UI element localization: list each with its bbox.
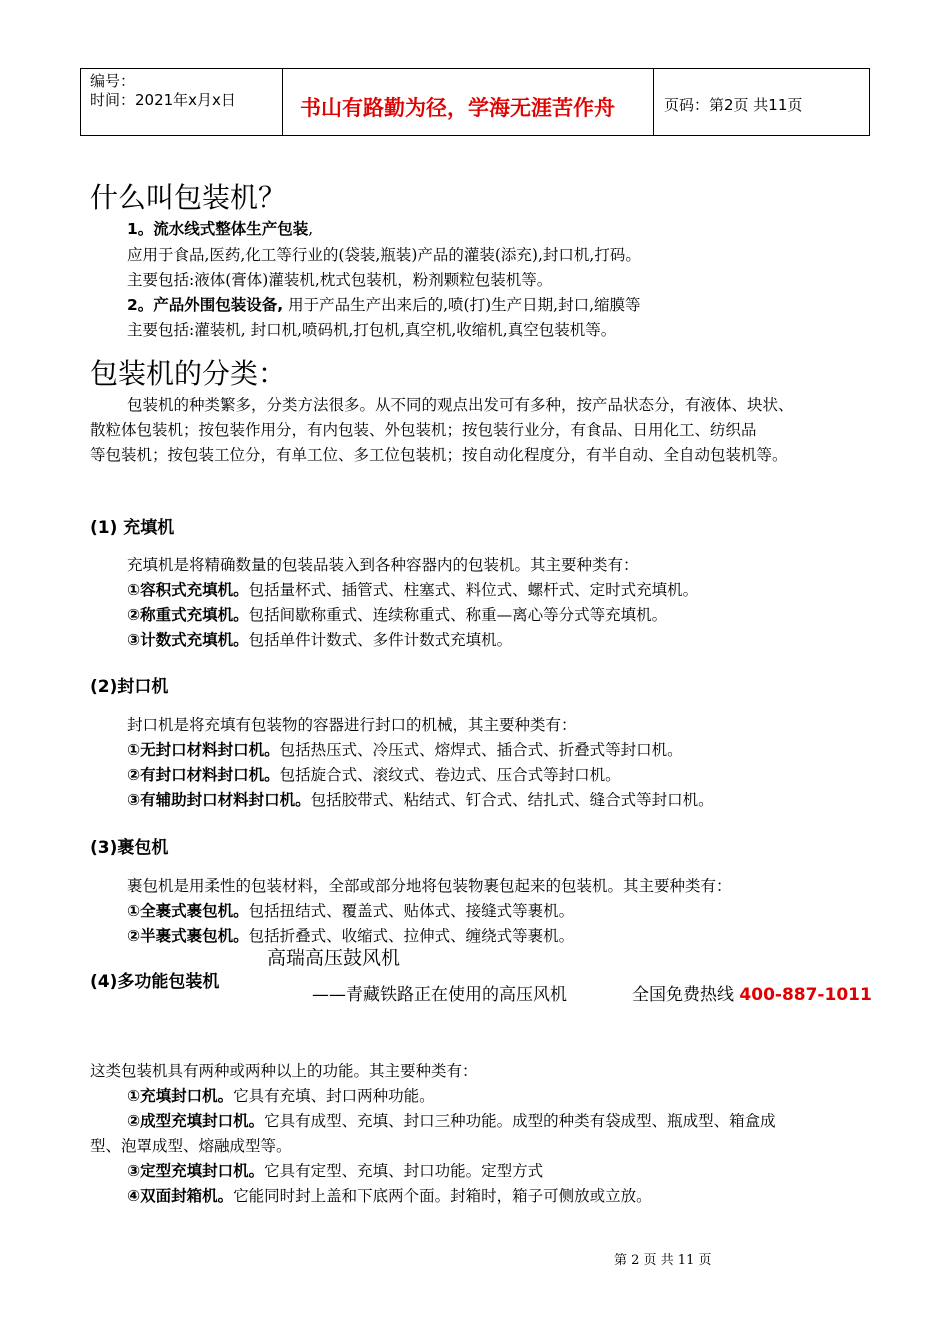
item2-title: 2。产品外围包装设备,	[127, 296, 284, 314]
item2-tail: 用于产品生产出来后的,喷(打)生产日期,封口,缩膜等	[283, 296, 641, 314]
filling-item-3: ③计数式充填机。包括单件计数式、多件计数式充填机。	[127, 631, 513, 649]
item1-title: 1。流水线式整体生产包装	[127, 220, 309, 238]
multi-intro: 这类包装机具有两种或两种以上的功能。其主要种类有：	[90, 1062, 478, 1080]
sealing-item-1: ①无封口材料封口机。包括热压式、冷压式、熔焊式、插合式、折叠式等封口机。	[127, 741, 683, 759]
item2-line1: 主要包括:灌装机, 封口机,喷码机,打包机,真空机,收缩机,真空包装机等。	[127, 321, 617, 339]
item1-line2: 主要包括:液体(膏体)灌装机,枕式包装机，粉剂颗粒包装机等。	[127, 271, 553, 289]
multi-item-4: ④双面封箱机。它能同时封上盖和下底两个面。封箱时，箱子可侧放或立放。	[127, 1187, 652, 1205]
ad-hotline-number: 400-887-1011	[739, 985, 872, 1005]
wrapping-item-2: ②半裹式裹包机。包括折叠式、收缩式、拉伸式、缠绕式等裹机。	[127, 927, 575, 945]
multi-item-3: ③定型充填封口机。它具有定型、充填、封口功能。定型方式	[127, 1162, 544, 1180]
section-title-classification: 包装机的分类：	[90, 357, 287, 390]
filling-item-1: ①容积式充填机。包括量杯式、插管式、柱塞式、料位式、螺杆式、定时式充填机。	[127, 581, 699, 599]
classification-para-line2: 散粒体包装机；按包装作用分，有内包装、外包装机；按包装行业分，有食品、日用化工、纺织品	[90, 421, 757, 439]
sealing-heading: (2)封口机	[90, 677, 169, 697]
multi-item-1: ①充填封口机。它具有充填、封口两种功能。	[127, 1087, 435, 1105]
sealing-item-2: ②有封口材料封口机。包括旋合式、滚纹式、卷边式、压合式等封口机。	[127, 766, 621, 784]
wrapping-intro: 裹包机是用柔性的包装材料，全部或部分地将包装物裹包起来的包装机。其主要种类有：	[127, 877, 732, 895]
filling-heading: (1) 充填机	[90, 518, 175, 538]
classification-para-line3: 等包装机；按包装工位分，有单工位、多工位包装机；按自动化程度分，有半自动、全自动包装机等。	[90, 446, 788, 464]
ad-hotline	[632, 980, 872, 1005]
document-number-label: 编号：	[90, 72, 136, 90]
multi-item-2-continued: 型、泡罩成型、熔融成型等。	[90, 1137, 292, 1155]
wrapping-heading: (3)裹包机	[90, 838, 169, 858]
document-time-label: 时间：2021年x月x日	[90, 91, 236, 109]
header-page-info: 页码：第2页 共11页	[664, 96, 803, 114]
ad-title: 高瑞高压鼓风机	[267, 947, 401, 969]
multi-heading: (4)多功能包装机	[90, 972, 220, 992]
ad-hotline-label: 全国免费热线	[632, 985, 734, 1005]
multi-item-2: ②成型充填封口机。它具有成型、充填、封口三种功能。成型的种类有袋成型、瓶成型、箱盒成	[127, 1112, 776, 1130]
item2-heading	[127, 295, 641, 315]
header-motto: 书山有路勤为径，学海无涯苦作舟	[300, 95, 615, 120]
page-footer: 第 2 页 共 11 页	[614, 1253, 712, 1268]
item1-line1: 应用于食品,医药,化工等行业的(袋装,瓶装)产品的灌装(添充),封口机,打码。	[127, 246, 641, 264]
item1-heading	[127, 219, 313, 239]
sealing-item-3: ③有辅助封口材料封口机。包括胶带式、粘结式、钉合式、结扎式、缝合式等封口机。	[127, 791, 714, 809]
filling-intro: 充填机是将精确数量的包装品装入到各种容器内的包装机。其主要种类有：	[127, 556, 639, 574]
ad-subtitle: ——青藏铁路正在使用的高压风机	[312, 985, 567, 1005]
wrapping-item-1: ①全裹式裹包机。包括扭结式、覆盖式、贴体式、接缝式等裹机。	[127, 902, 575, 920]
sealing-intro: 封口机是将充填有包装物的容器进行封口的机械，其主要种类有：	[127, 716, 577, 734]
item1-tail: ,	[308, 220, 314, 238]
filling-item-2: ②称重式充填机。包括间歇称重式、连续称重式、称重—离心等分式等充填机。	[127, 606, 668, 624]
section-title-what-is: 什么叫包装机？	[90, 181, 287, 214]
classification-para-line1: 包装机的种类繁多，分类方法很多。从不同的观点出发可有多种，按产品状态分，有液体、块状、	[127, 396, 794, 414]
